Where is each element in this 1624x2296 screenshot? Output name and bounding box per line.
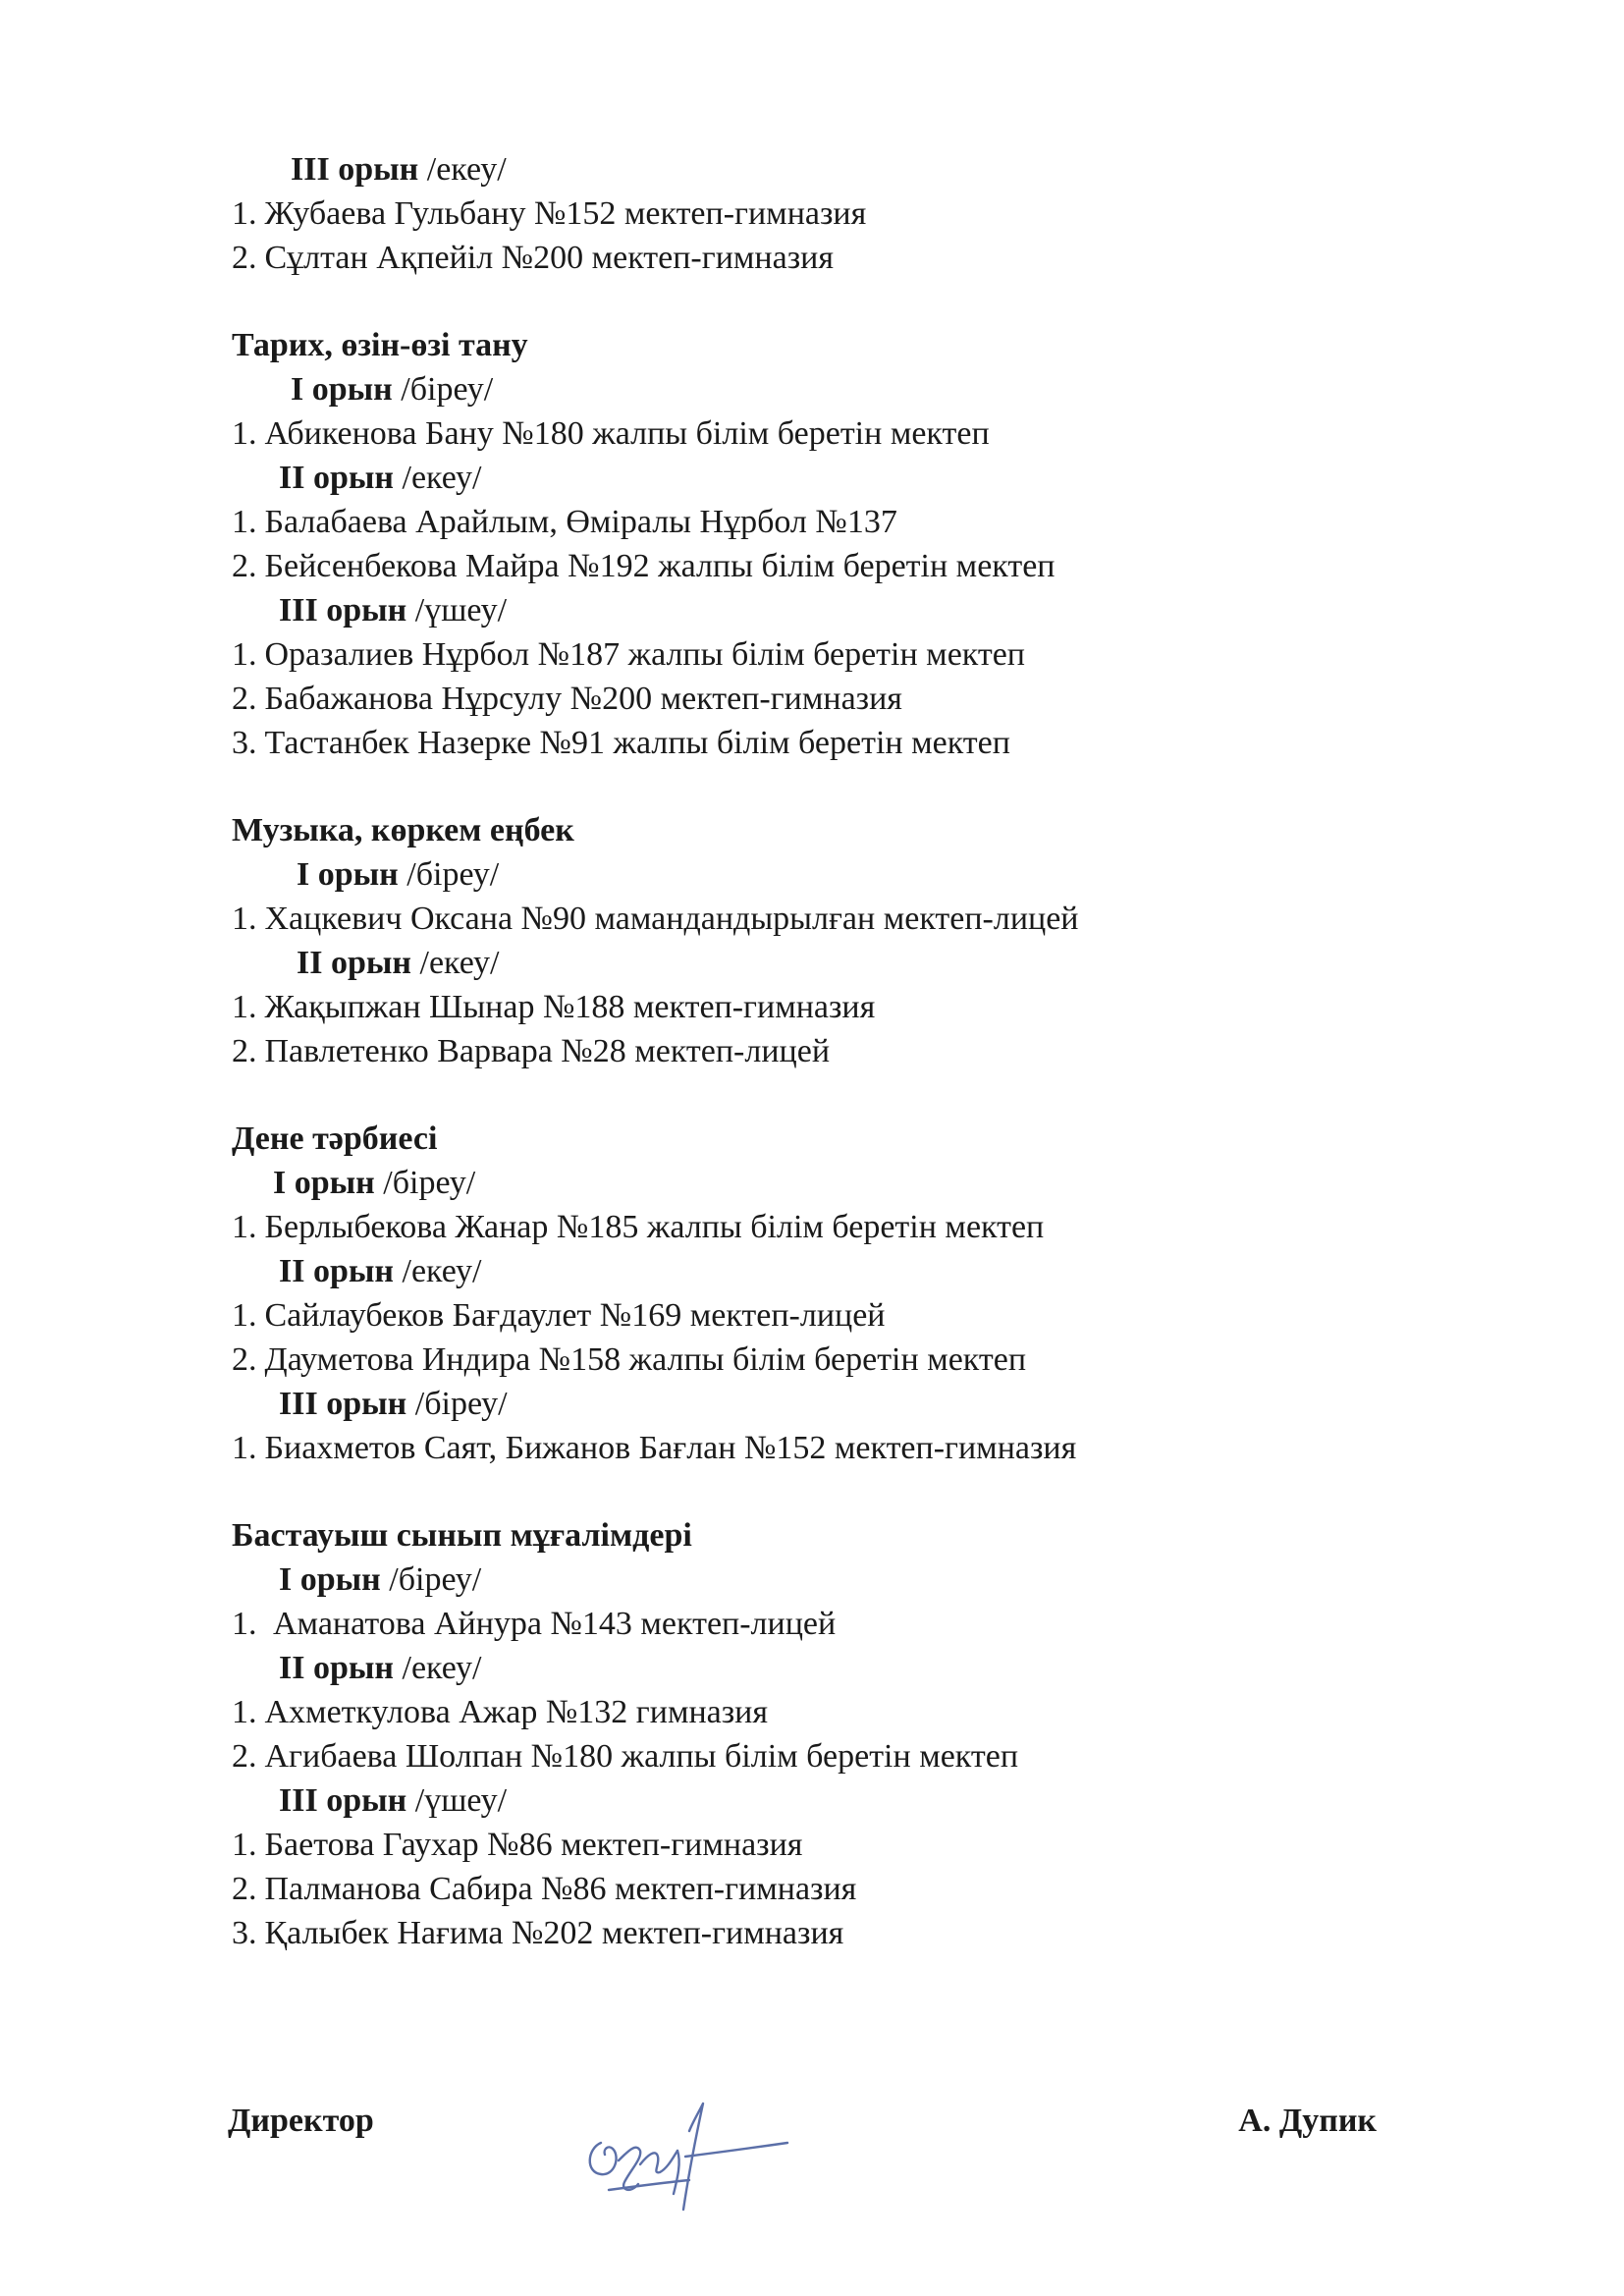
place-subheading (232, 852, 1410, 897)
list-item (232, 544, 1410, 588)
list-item (232, 1602, 1410, 1646)
list-item (232, 1293, 1410, 1338)
place-rank: I орын (291, 371, 393, 408)
place-rank: II орын (279, 1253, 395, 1289)
list-item-text: Бабажанова Нұрсулу №200 мектеп-гимназия (264, 681, 902, 717)
list-item-number: 1. (232, 415, 257, 452)
place-subheading (232, 367, 1410, 411)
list-item-text: Сайлаубеков Бағдаулет №169 мектеп-лицей (264, 1297, 886, 1334)
place-count: /екеу/ (419, 945, 500, 981)
director-label: Директор (228, 2103, 374, 2139)
list-item (232, 1911, 1410, 1955)
list-item-number: 3. (232, 725, 257, 761)
section-heading: Тарих, өзін-өзі тану (232, 327, 528, 363)
list-item-text: Қалыбек Нағима №202 мектеп-гимназия (264, 1915, 844, 1951)
list-item-text: Аманатова Айнура №143 мектеп-лицей (264, 1606, 837, 1642)
list-item-number: 1. (232, 195, 257, 232)
section-heading: Бастауыш сынып мұғалімдері (232, 1517, 692, 1554)
list-item-text: Жубаева Гульбану №152 мектеп-гимназия (264, 195, 867, 232)
section-spacer (232, 1073, 1410, 1117)
place-count: /біреу/ (401, 371, 494, 408)
list-item-number: 1. (232, 901, 257, 937)
list-item-text: Тастанбек Назерке №91 жалпы білім беретін мектеп (264, 725, 1010, 761)
list-item-number: 1. (232, 504, 257, 540)
place-rank: I орын (279, 1561, 381, 1598)
list-item-text: Дауметова Индира №158 жалпы білім беретін мектеп (264, 1341, 1027, 1378)
list-item (232, 721, 1410, 765)
section-spacer (232, 765, 1410, 808)
place-subheading (232, 1646, 1410, 1690)
place-rank: III орын (279, 1782, 407, 1819)
section-spacer (232, 280, 1410, 323)
place-count: /біреу/ (414, 1386, 508, 1422)
place-count: /біреу/ (406, 856, 500, 893)
list-item (232, 897, 1410, 941)
place-rank: I орын (297, 856, 399, 893)
section-spacer (232, 1470, 1410, 1513)
document-body (232, 147, 1410, 1955)
list-item (232, 411, 1410, 456)
list-item (232, 1338, 1410, 1382)
place-rank: II орын (297, 945, 412, 981)
list-item-text: Абикенова Бану №180 жалпы білім беретін мектеп (264, 415, 990, 452)
place-rank: III орын (291, 151, 419, 188)
list-item (232, 677, 1410, 721)
place-subheading (232, 456, 1410, 500)
list-item (232, 1205, 1410, 1249)
list-item-number: 1. (232, 989, 257, 1025)
list-item-number: 2. (232, 1871, 257, 1907)
list-item (232, 1734, 1410, 1778)
list-item-number: 2. (232, 681, 257, 717)
place-subheading (232, 1161, 1410, 1205)
list-item-number: 1. (232, 1606, 257, 1642)
handwritten-signature (579, 2092, 805, 2219)
list-item (232, 1029, 1410, 1073)
place-subheading (232, 1249, 1410, 1293)
place-subheading (232, 1558, 1410, 1602)
place-count: /үшеу/ (414, 592, 508, 629)
list-item (232, 985, 1410, 1029)
section-heading: Дене тәрбиесі (232, 1121, 438, 1157)
place-count: /біреу/ (383, 1165, 476, 1201)
place-count: /екеу/ (402, 460, 482, 496)
list-item-number: 1. (232, 1209, 257, 1245)
list-item-text: Балабаева Арайлым, Өміралы Нұрбол №137 (264, 504, 897, 540)
list-item-text: Павлетенко Варвара №28 мектеп-лицей (264, 1033, 831, 1069)
place-rank: III орын (279, 592, 407, 629)
place-count: /екеу/ (426, 151, 507, 188)
list-item (232, 1867, 1410, 1911)
list-item-text: Оразалиев Нұрбол №187 жалпы білім беретін мектеп (264, 636, 1025, 673)
list-item-text: Бейсенбекова Майра №192 жалпы білім беретін мектеп (264, 548, 1056, 584)
list-item-number: 2. (232, 1341, 257, 1378)
list-item-text: Берлыбекова Жанар №185 жалпы білім беретін мектеп (264, 1209, 1045, 1245)
list-item (232, 632, 1410, 677)
place-rank: I орын (273, 1165, 375, 1201)
list-item-text: Баетова Гаухар №86 мектеп-гимназия (264, 1827, 803, 1863)
list-item-text: Сұлтан Ақпейіл №200 мектеп-гимназия (264, 240, 834, 276)
list-item-text: Биахметов Саят, Бижанов Бағлан №152 мектеп-гимназия (264, 1430, 1077, 1466)
section-heading: Музыка, көркем еңбек (232, 812, 574, 848)
list-item-text: Жақыпжан Шынар №188 мектеп-гимназия (264, 989, 876, 1025)
place-count: /біреу/ (389, 1561, 482, 1598)
place-rank: II орын (279, 1650, 395, 1686)
list-item (232, 1426, 1410, 1470)
list-item-number: 2. (232, 1033, 257, 1069)
list-item-text: Агибаева Шолпан №180 жалпы білім беретін мектеп (264, 1738, 1019, 1775)
list-item-text: Палманова Сабира №86 мектеп-гимназия (264, 1871, 857, 1907)
list-item (232, 1823, 1410, 1867)
list-item (232, 1690, 1410, 1734)
director-name: А. Дупик (1238, 2103, 1377, 2139)
place-rank: III орын (279, 1386, 407, 1422)
place-subheading (232, 1382, 1410, 1426)
list-item-number: 2. (232, 548, 257, 584)
list-item-text: Хацкевич Оксана №90 мамандандырылған мектеп-лицей (264, 901, 1079, 937)
place-rank: II орын (279, 460, 395, 496)
place-subheading (232, 147, 1410, 191)
list-item-number: 2. (232, 240, 257, 276)
place-subheading (232, 941, 1410, 985)
list-item-number: 1. (232, 1827, 257, 1863)
list-item-number: 1. (232, 1297, 257, 1334)
list-item-number: 3. (232, 1915, 257, 1951)
list-item-number: 1. (232, 1430, 257, 1466)
list-item (232, 236, 1410, 280)
place-count: /үшеу/ (414, 1782, 508, 1819)
place-count: /екеу/ (402, 1650, 482, 1686)
list-item (232, 500, 1410, 544)
place-subheading (232, 588, 1410, 632)
list-item-number: 1. (232, 636, 257, 673)
list-item (232, 191, 1410, 236)
list-item-number: 2. (232, 1738, 257, 1775)
place-count: /екеу/ (402, 1253, 482, 1289)
place-subheading (232, 1778, 1410, 1823)
list-item-number: 1. (232, 1694, 257, 1730)
list-item-text: Ахметкулова Ажар №132 гимназия (264, 1694, 769, 1730)
